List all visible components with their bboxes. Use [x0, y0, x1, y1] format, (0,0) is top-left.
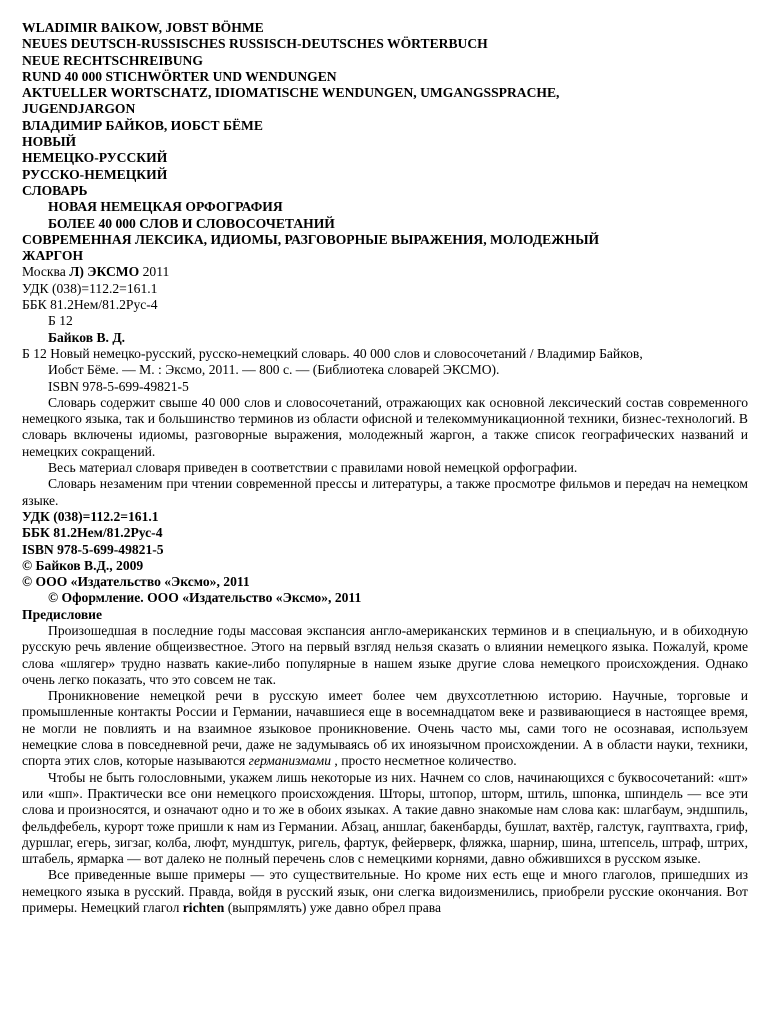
- scope-de-line-1: AKTUELLER WORTSCHATZ, IDIOMATISCHE WENDUNGEN, UMGANGSSPRACHE,: [22, 85, 560, 101]
- annotation-paragraph-1: Словарь содержит свыше 40 000 слов и словосочетаний, отражающих как основной лексический состав современного немецкого языка, так и большинство терминов из области офисной и телекоммуникационной техники, бизнес-технологий. В словарь включены идиомы, разговорные выражения, молодежный жаргон, а также список географических названий и немецких сокращений.: [22, 394, 748, 459]
- imprint-city: Москва: [22, 264, 70, 280]
- copyright-design: © Оформление. ООО «Издательство «Эксмо», 2011: [48, 590, 362, 606]
- germanisms-term: германизмами: [248, 753, 332, 769]
- preface-paragraph-2: [22, 688, 748, 769]
- codes-isbn: ISBN 978-5-699-49821-5: [22, 541, 164, 557]
- authors-de: WLADIMIR BAIKOW, JOBST BÖHME: [22, 20, 264, 35]
- preface-paragraph-2-text: Проникновение немецкой речи в русскую имеет более чем двухсотлетнюю историю. Научные, торговые и промышленные контакты России и Германии, начавшиеся еще в восемнадцатом веке и развивающиеся в настоящее время, не могли не повлиять и на взаимное языковое проникновение. Очень часто мы, сами того не осознавая, используем немецкие слова в повседневной речи, даже не задумываясь об их иноязычном происхождении. А в области науки, техники, спорта этих слов, которые называются: [22, 688, 748, 769]
- preface-paragraph-3: Чтобы не быть голословными, укажем лишь некоторые из них. Начнем со слов, начинающихся с буквосочетаний: «шт» или «шп». Практически все они немецкого происхождения. Шторы, штопор, шторм, штиль, шпонка, шпиндель — все эти слова и произносятся, и означают одно и то же в обоих языках. А такие давно знакомые нам слова как: шлагбаум, эндшпиль, фельдфебель, курорт тоже пришли к нам из Германии. Абзац, аншлаг, бакенбарды, бушлат, вахтёр, галстук, гауптвахта, гриф, дуршлаг, егерь, зигзаг, колба, люфт, мундштук, ригель, фартук, фейерверк, фляжка, шарнир, шина, штепсель, штраф, штрих, штабель, ярмарка — вот далеко не полный перечень слов с немецкими корнями, давно обжившихся в русском языке.: [22, 769, 748, 867]
- richten-term: richten: [182, 900, 225, 916]
- title-ru-line-2: НЕМЕЦКО-РУССКИЙ: [22, 150, 168, 166]
- title-de: NEUES DEUTSCH-RUSSISCHES RUSSISCH-DEUTSCHES WÖRTERBUCH: [22, 36, 488, 52]
- imprint-publisher: Л) ЭКСМО: [69, 264, 140, 280]
- german-title-block: [22, 20, 748, 118]
- preface-paragraph-4-text: Все приведенные выше примеры — это существительные. Но кроме них есть еще и много глаголов, пришедших из немецкого языка в русский. Правда, войдя в русский язык, они слегка видоизменились, приобрели русские окончания. Вот примеры. Немецкий глагол: [22, 867, 748, 916]
- annotation-paragraph-3: Словарь незаменим при чтении современной прессы и литературы, а также просмотре фильмов и передач на немецком языке.: [22, 476, 748, 508]
- imprint-isbn: ISBN 978-5-699-49821-5: [48, 378, 189, 394]
- entry-count-ru: БОЛЕЕ 40 000 СЛОВ И СЛОВОСОЧЕТАНИЙ: [48, 215, 335, 231]
- copyright-publisher: © ООО «Издательство «Эксмо», 2011: [22, 574, 250, 590]
- preface-paragraph-1: Произошедшая в последние годы массовая экспансия англо-американских терминов и в специальную, и в обиходную русскую речь явление общеизвестное. Этого на первый взгляд нельзя сказать о влиянии немецкого языка. Пожалуй, кроме слова «шлягер» трудно назвать какие-либо популярные в нашем языке другие слова немецкого происхождения. Однако очень легко показать, что это совсем не так.: [22, 622, 748, 687]
- title-ru-line-3: РУССКО-НЕМЕЦКИЙ: [22, 166, 168, 182]
- biblio-line-1: Б 12 Новый немецко-русский, русско-немецкий словарь. 40 000 слов и словосочетаний / Владимир Байков,: [22, 345, 643, 361]
- annotation-block: [22, 395, 748, 509]
- author-heading: Байков В. Д.: [48, 329, 126, 345]
- title-ru-line-4: СЛОВАРЬ: [22, 182, 88, 198]
- preface-paragraph-4: [22, 867, 748, 916]
- scope-de-line-2: JUGENDJARGON: [22, 101, 136, 117]
- imprint-city-line: [22, 264, 748, 280]
- preface-paragraph-2-end: , просто несметное количество.: [331, 753, 517, 769]
- entry-count-de: RUND 40 000 STICHWÖRTER UND WENDUNGEN: [22, 68, 337, 84]
- copyright-author: © Байков В.Д., 2009: [22, 557, 144, 573]
- russian-title-block: [22, 118, 748, 265]
- imprint-index: Б 12: [48, 313, 73, 329]
- scope-ru-line-1: СОВРЕМЕННАЯ ЛЕКСИКА, ИДИОМЫ, РАЗГОВОРНЫЕ ВЫРАЖЕНИЯ, МОЛОДЕЖНЫЙ: [22, 231, 600, 247]
- annotation-paragraph-2: Весь материал словаря приведен в соответствии с правилами новой немецкой орфографии.: [48, 460, 578, 476]
- imprint-bbk: ББК 81.2Нем/81.2Рус-4: [22, 297, 158, 313]
- codes-bbk: ББК 81.2Нем/81.2Рус-4: [22, 525, 163, 541]
- preface-heading: Предисловие: [22, 606, 103, 622]
- imprint-year: 2011: [139, 264, 170, 280]
- preface-paragraph-4-end: (выпрямлять) уже давно обрел права: [224, 900, 442, 916]
- biblio-line-2: Иобст Бёме. — М. : Эксмо, 2011. — 800 с. — (Библиотека словарей ЭКСМО).: [48, 362, 500, 378]
- imprint-udk: УДК (038)=112.2=161.1: [22, 280, 158, 296]
- preface-section: [22, 607, 748, 917]
- orthography-ru: НОВАЯ НЕМЕЦКАЯ ОРФОГРАФИЯ: [48, 199, 283, 215]
- codes-udk: УДК (038)=112.2=161.1: [22, 508, 159, 524]
- scope-ru-line-2: ЖАРГОН: [22, 248, 84, 264]
- orthography-de: NEUE RECHTSCHREIBUNG: [22, 52, 203, 68]
- title-ru-line-1: НОВЫЙ: [22, 134, 77, 150]
- document-page: [22, 20, 748, 916]
- authors-ru: ВЛАДИМИР БАЙКОВ, ИОБСТ БЁМЕ: [22, 117, 263, 133]
- codes-block: [22, 509, 748, 607]
- imprint-block: [22, 264, 748, 394]
